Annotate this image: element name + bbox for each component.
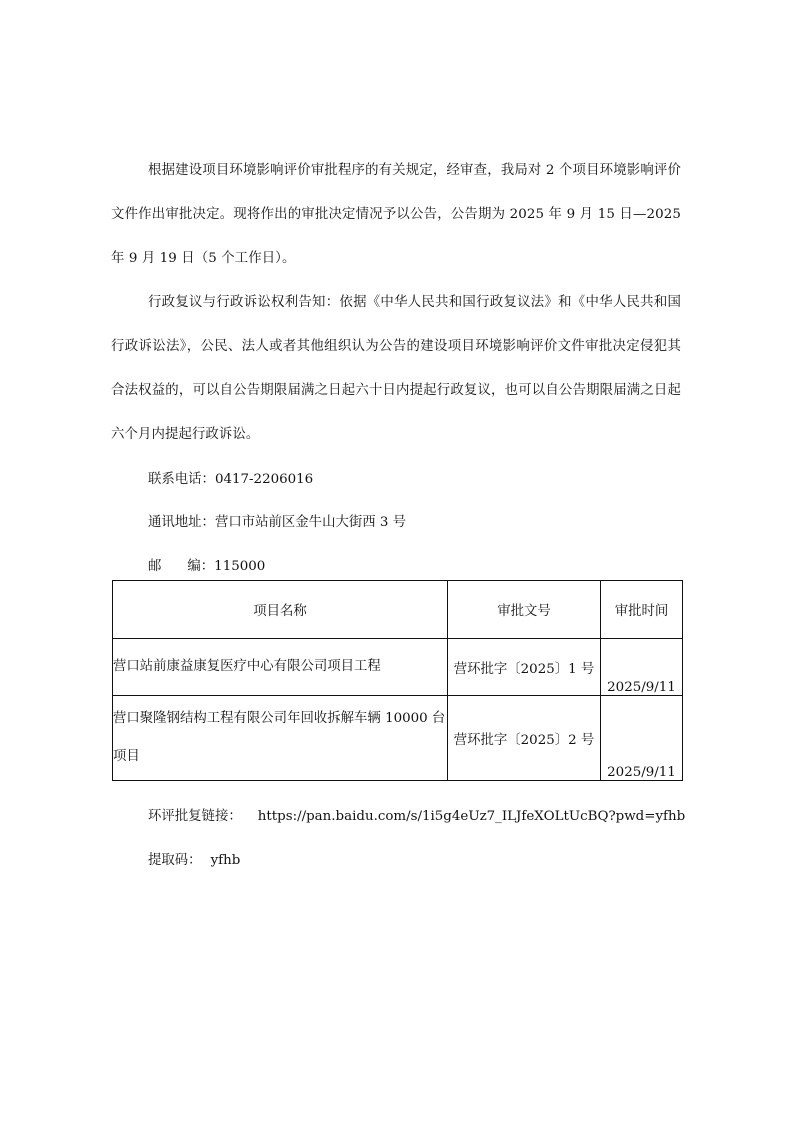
- zip-label-second: 编：: [187, 559, 215, 574]
- approval-number-cell: 营环批字〔2025〕2 号: [448, 696, 601, 781]
- table-row: [113, 696, 683, 781]
- zip-value: 115000: [214, 559, 266, 574]
- zip-label-first: 邮: [148, 559, 162, 574]
- approval-link-url[interactable]: https://pan.baidu.com/s/1i5g4eUz7_ILJfeXOLtUcBQ?pwd=yfhb: [257, 809, 686, 824]
- approval-link-line: [148, 807, 685, 827]
- rights-notice-paragraph: 行政复议与行政诉讼权利告知：依据《中华人民共和国行政复议法》和《中华人民共和国行政诉讼法》，公民、法人或者其他组织认为公告的建设项目环境影响评价文件审批决定侵犯其合法权益的，可以自公告期限届满之日起六十日内提起行政复议，也可以自公告期限届满之日起六个月内提起行政诉讼。: [111, 295, 681, 442]
- address-value: 营口市站前区金牛山大街西 3 号: [214, 515, 407, 530]
- header-approval-date: 审批时间: [601, 581, 683, 639]
- code-label: 提取码：: [148, 853, 202, 868]
- notice-paragraph: 根据建设项目环境影响评价审批程序的有关规定，经审查，我局对 2 个项目环境影响评价文件作出审批决定。现将作出的审批决定情况予以公告，公告期为 2025 年 9 月 15 日—2025 年 9 月 19 日（5 个工作日）。: [111, 163, 681, 266]
- address-label: 通讯地址：: [148, 515, 215, 530]
- contact-phone-line: [148, 470, 313, 490]
- phone-label: 联系电话：: [148, 472, 215, 487]
- extraction-code-line: [148, 851, 240, 871]
- extraction-code: yfhb: [210, 853, 241, 868]
- header-project-name: 项目名称: [113, 581, 448, 639]
- project-name-cell: 营口聚隆钢结构工程有限公司年回收拆解车辆 10000 台项目: [113, 696, 448, 781]
- approval-table: [112, 580, 683, 781]
- phone-number: 0417-2206016: [214, 472, 314, 487]
- table-row: [113, 639, 683, 696]
- approval-date-cell: 2025/9/11: [601, 696, 683, 781]
- project-name-cell: 营口站前康益康复医疗中心有限公司项目工程: [113, 639, 448, 696]
- approval-date-cell: 2025/9/11: [601, 639, 683, 696]
- contact-zip-line: [148, 557, 265, 577]
- header-approval-number: 审批文号: [448, 581, 601, 639]
- link-label: 环评批复链接：: [148, 809, 242, 824]
- table-header-row: [113, 581, 683, 639]
- contact-address-line: [148, 513, 406, 533]
- approval-number-cell: 营环批字〔2025〕1 号: [448, 639, 601, 696]
